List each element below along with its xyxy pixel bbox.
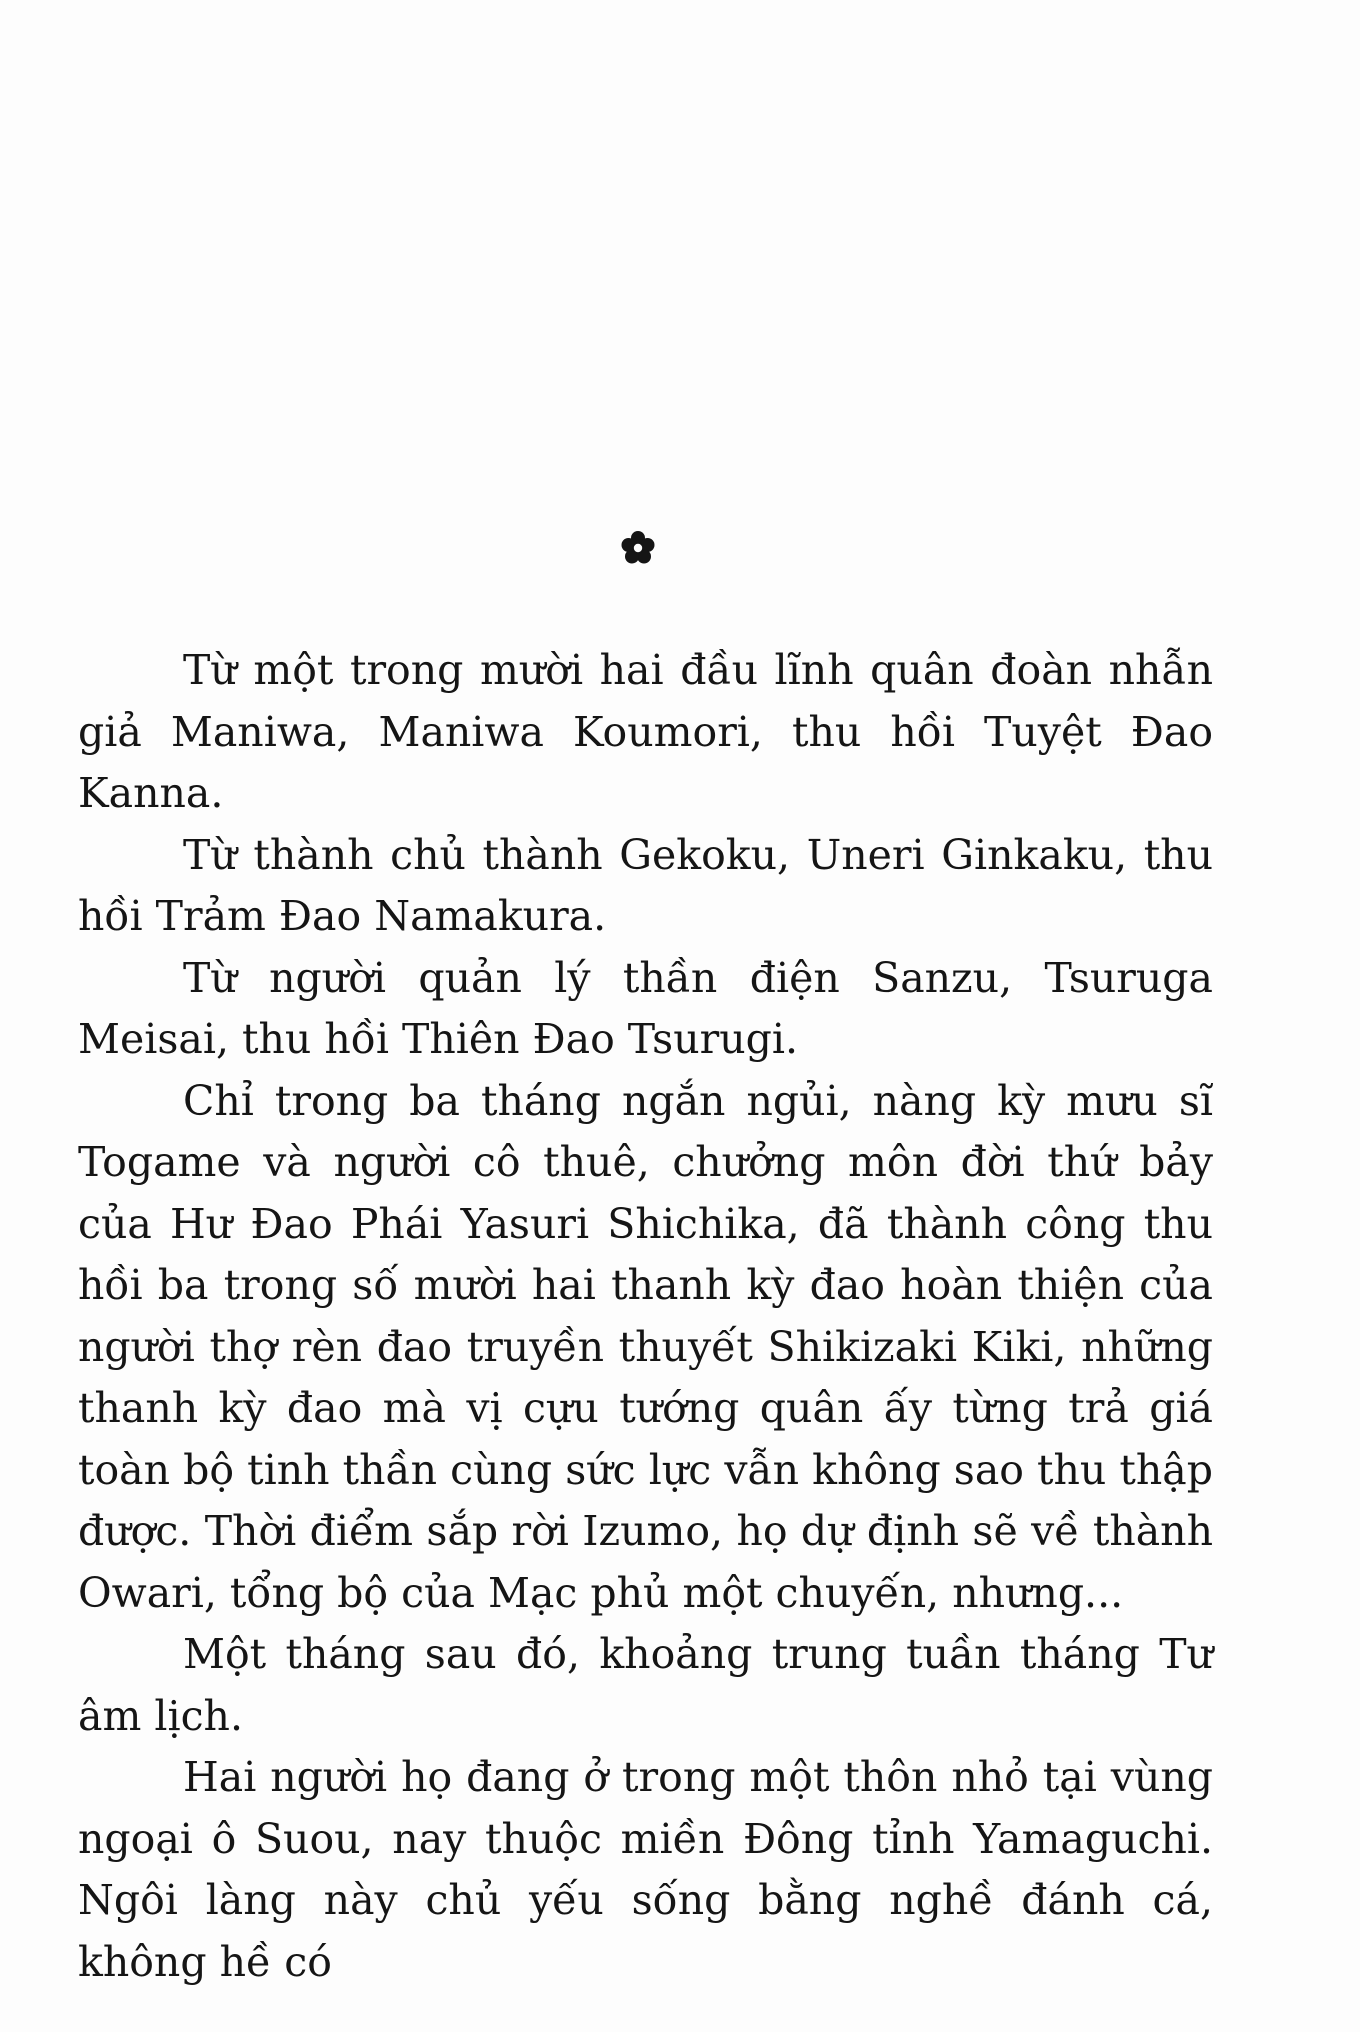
paragraph: Từ thành chủ thành Gekoku, Uneri Ginkaku, thu hồi Trảm Đao Namakura.: [78, 830, 1213, 940]
flower-ornament-icon: [620, 530, 656, 566]
body-text: [78, 640, 1213, 1993]
paragraph: Một tháng sau đó, khoảng trung tuần tháng Tư âm lịch.: [78, 1630, 1213, 1740]
paragraph: Từ một trong mười hai đầu lĩnh quân đoàn nhẫn giả Maniwa, Maniwa Koumori, thu hồi Tuyệt Đao Kanna.: [78, 646, 1213, 817]
paragraph: Hai người họ đang ở trong một thôn nhỏ tại vùng ngoại ô Suou, nay thuộc miền Đông tỉnh Yamaguchi. Ngôi làng này chủ yếu sống bằng nghề đánh cá, không hề có: [78, 1753, 1213, 1986]
paragraph: Chỉ trong ba tháng ngắn ngủi, nàng kỳ mưu sĩ Togame và người cô thuê, chưởng môn đời thứ bảy của Hư Đao Phái Yasuri Shichika, đã thành công thu hồi ba trong số mười hai thanh kỳ đao hoàn thiện của người thợ rèn đao truyền thuyết Shikizaki Kiki, những thanh kỳ đao mà vị cựu tướng quân ấy từng trả giá toàn bộ tinh thần cùng sức lực vẫn không sao thu thập được. Thời điểm sắp rời Izumo, họ dự định sẽ về thành Owari, tổng bộ của Mạc phủ một chuyến, nhưng...: [78, 1076, 1213, 1617]
paragraph: Từ người quản lý thần điện Sanzu, Tsuruga Meisai, thu hồi Thiên Đao Tsurugi.: [78, 953, 1213, 1063]
